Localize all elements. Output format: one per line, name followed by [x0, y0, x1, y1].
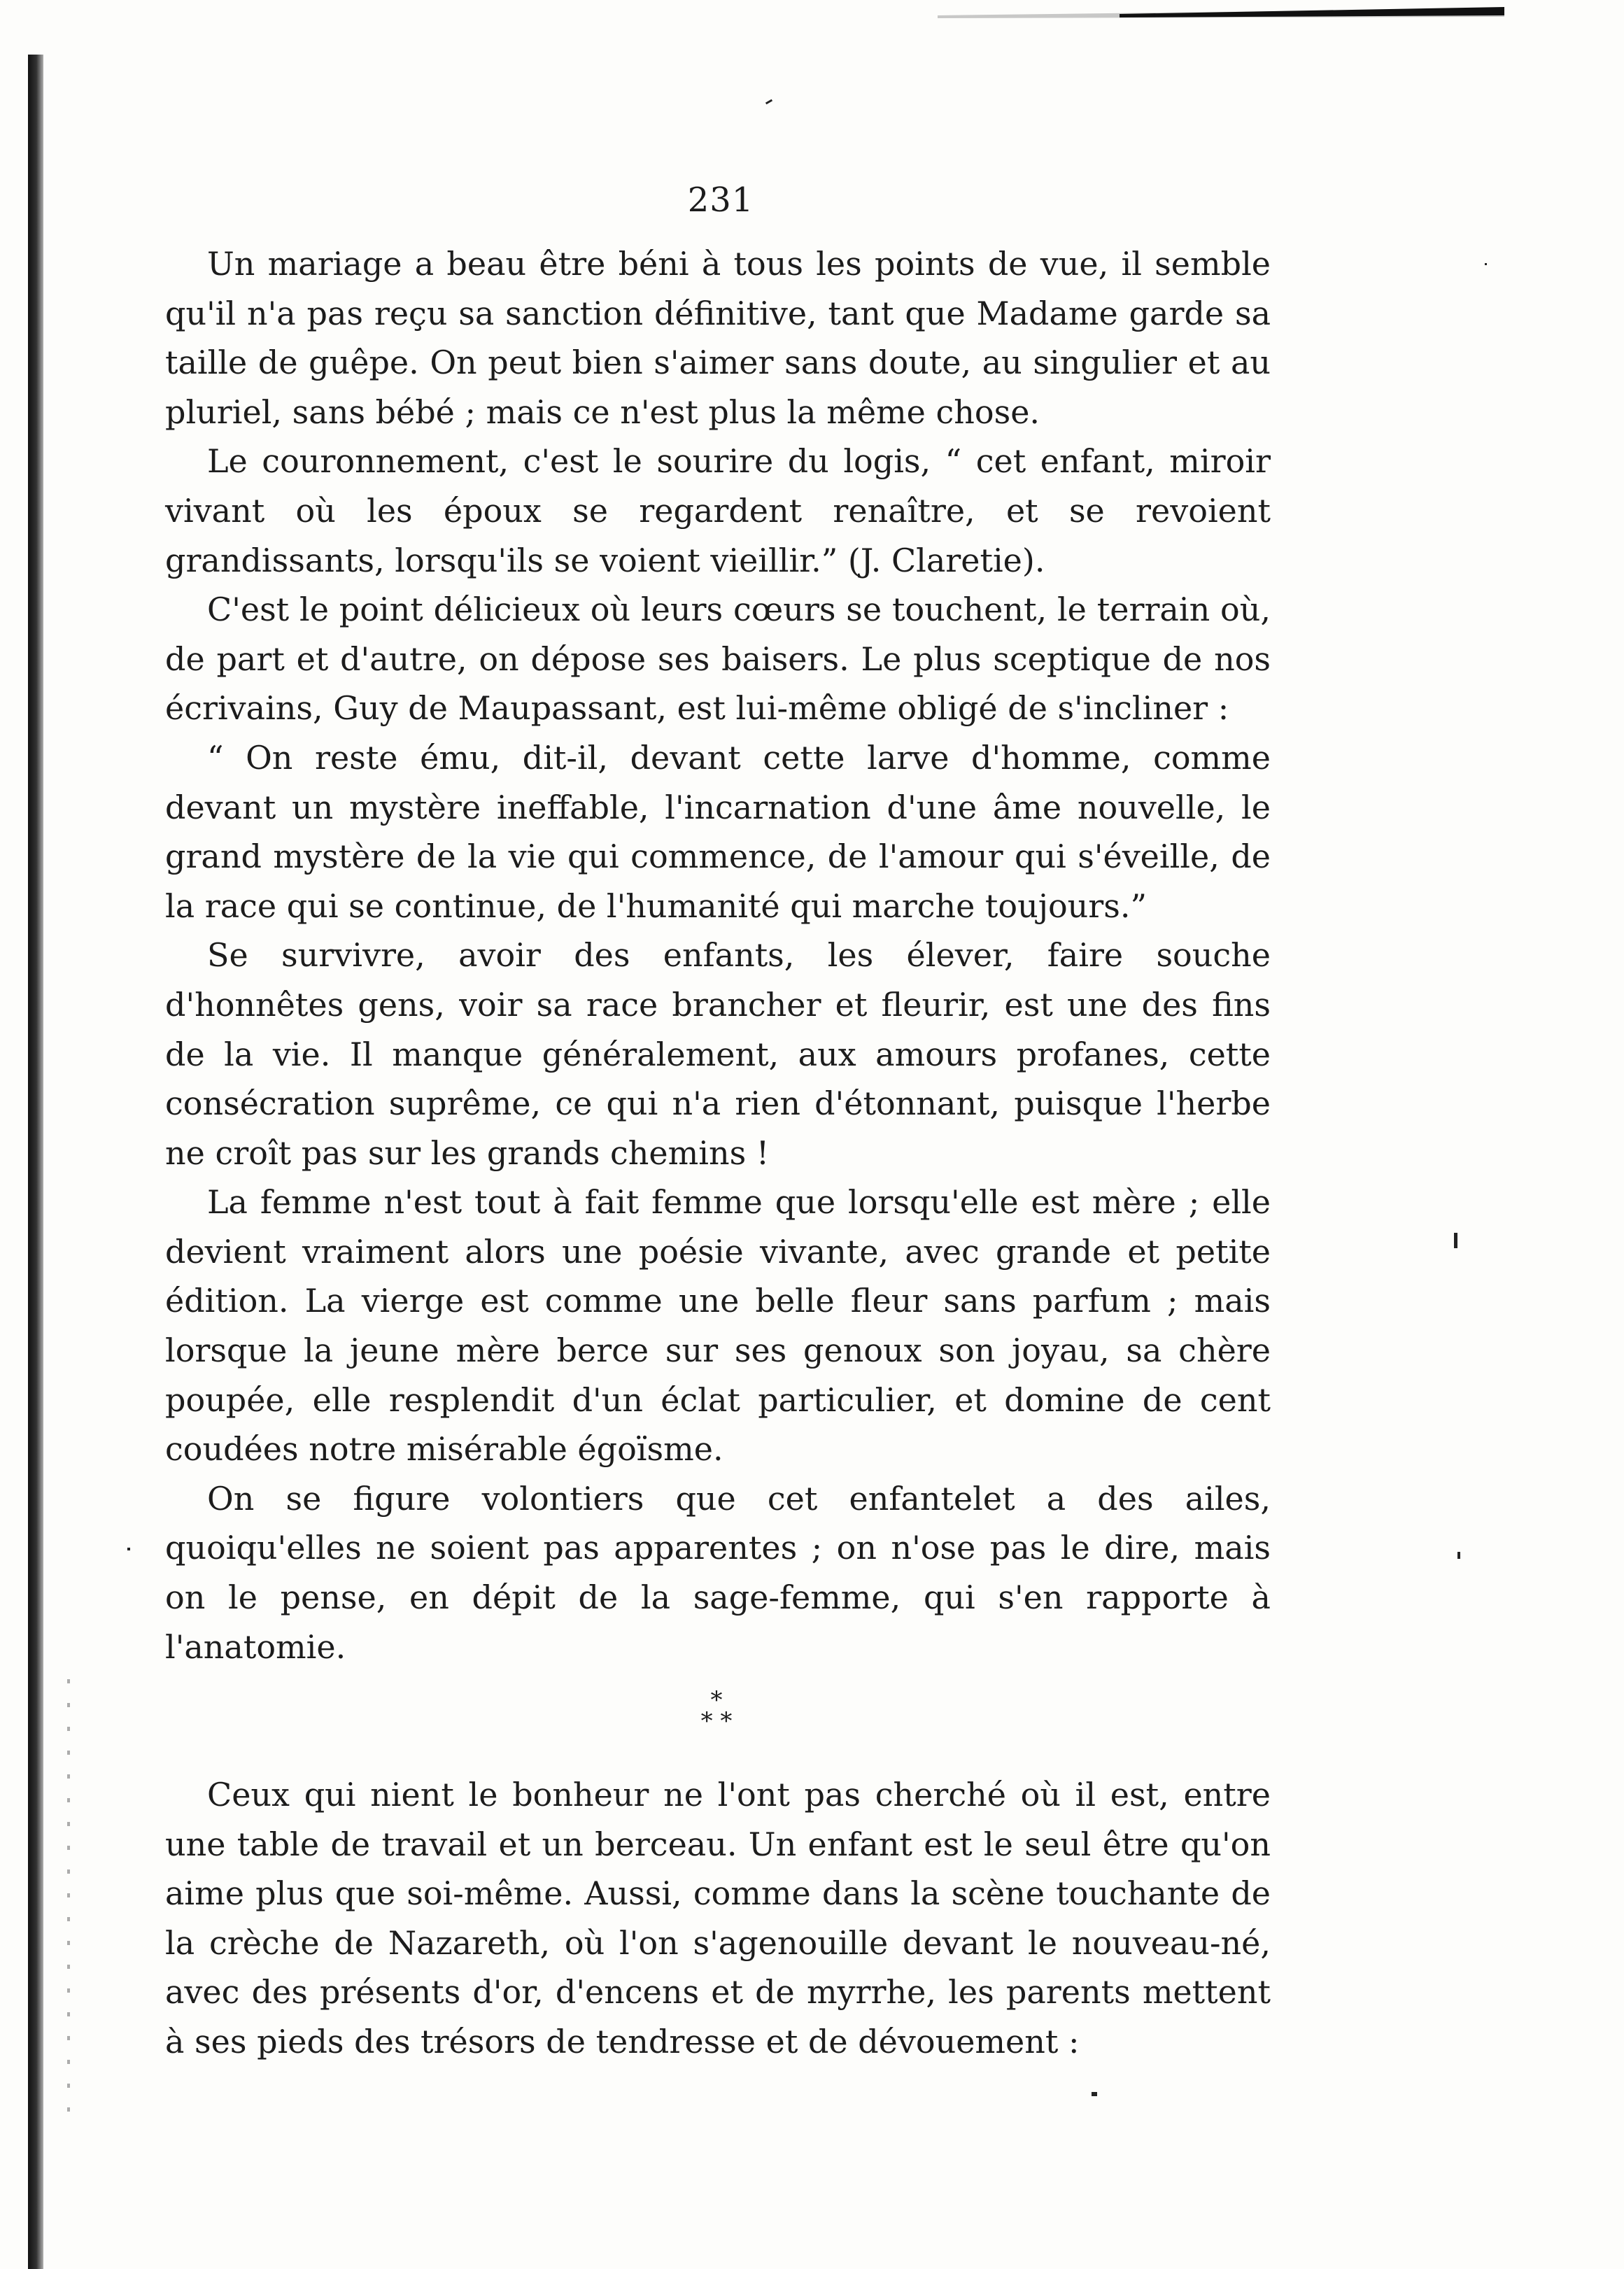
speck-mark	[765, 99, 772, 105]
quotation-paragraph: “ On reste ému, dit-il, devant cette larve d'homme, comme devant un mystère ineffable, l'incarnation d'une âme nouvelle, le grand mystère de la vie qui commence, de l'amour qui s'éveille, de la race qui se continue, de l'humanité qui marche toujours.”	[165, 738, 1271, 925]
binding-shadow	[28, 55, 43, 2269]
speck-mark	[127, 1548, 130, 1550]
asterism-top: *	[710, 1686, 723, 1714]
paragraph: Se survivre, avoir des enfants, les élever, faire souche d'honnêtes gens, voir sa race brancher et fleurir, est une des fins de la vie. Il manque généralement, aux amours profanes, cette consécration suprême, ce qui n'a rien d'étonnant, puisque l'herbe ne croît pas sur les grands chemins !	[165, 936, 1271, 1172]
speck-mark	[1092, 2092, 1097, 2096]
speck-mark	[1485, 263, 1487, 265]
speck-mark	[1454, 1233, 1457, 1248]
paragraph: On se figure volontiers que cet enfantelet a des ailes, quoiqu'elles ne soient pas apparentes ; on n'ose pas le dire, mais on le pense, en dépit de la sage-femme, qui s'en rapporte à l'anatomie.	[165, 1479, 1271, 1666]
paragraph: Ceux qui nient le bonheur ne l'ont pas cherché où il est, entre une table de travail et un berceau. Un enfant est le seul être qu'on aime plus que soi-même. Aussi, comme dans la scène touchante de la crèche de Nazareth, où l'on s'agenouille devant le nouveau-né, avec des présents d'or, d'encens et de myrrhe, les parents mettent à ses pieds des trésors de tendresse et de dévouement :	[165, 1776, 1271, 2061]
paragraph: Un mariage a beau être béni à tous les points de vue, il semble qu'il n'a pas reçu sa sanction définitive, tant que Madame garde sa taille de guêpe. On peut bien s'aimer sans doute, au singulier et au pluriel, sans bébé ; mais ce n'est plus la même chose.	[165, 245, 1271, 431]
paragraph: La femme n'est tout à fait femme que lorsqu'elle est mère ; elle devient vraiment alors une poésie vivante, avec grande et petite édition. La vierge est comme une belle fleur sans parfum ; mais lorsque la jeune mère berce sur ses genoux son joyau, sa chère poupée, elle resplendit d'un éclat particulier, et domine de cent coudées notre misérable égoïsme.	[165, 1183, 1271, 1469]
top-edge-artifact	[938, 6, 1504, 22]
speck-mark	[1457, 1552, 1460, 1559]
paragraph: Le couronnement, c'est le sourire du logis, “ cet enfant, miroir vivant où les époux se regardent renaître, et se revoient grandissants, lorsqu'ils se voient vieillir.” (J. Claretie).	[165, 442, 1271, 579]
page-number: 231	[687, 181, 754, 220]
section-text	[165, 1770, 1271, 2067]
asterism-separator	[0, 1686, 1433, 1735]
main-text	[165, 239, 1271, 1671]
binding-speckle	[67, 1679, 70, 2127]
paragraph: C'est le point délicieux où leurs cœurs se touchent, le terrain où, de part et d'autre, on dépose ses baisers. Le plus sceptique de nos écrivains, Guy de Maupassant, est lui-même obligé de s'incliner :	[165, 591, 1271, 728]
asterism-bottom: * *	[700, 1707, 733, 1735]
